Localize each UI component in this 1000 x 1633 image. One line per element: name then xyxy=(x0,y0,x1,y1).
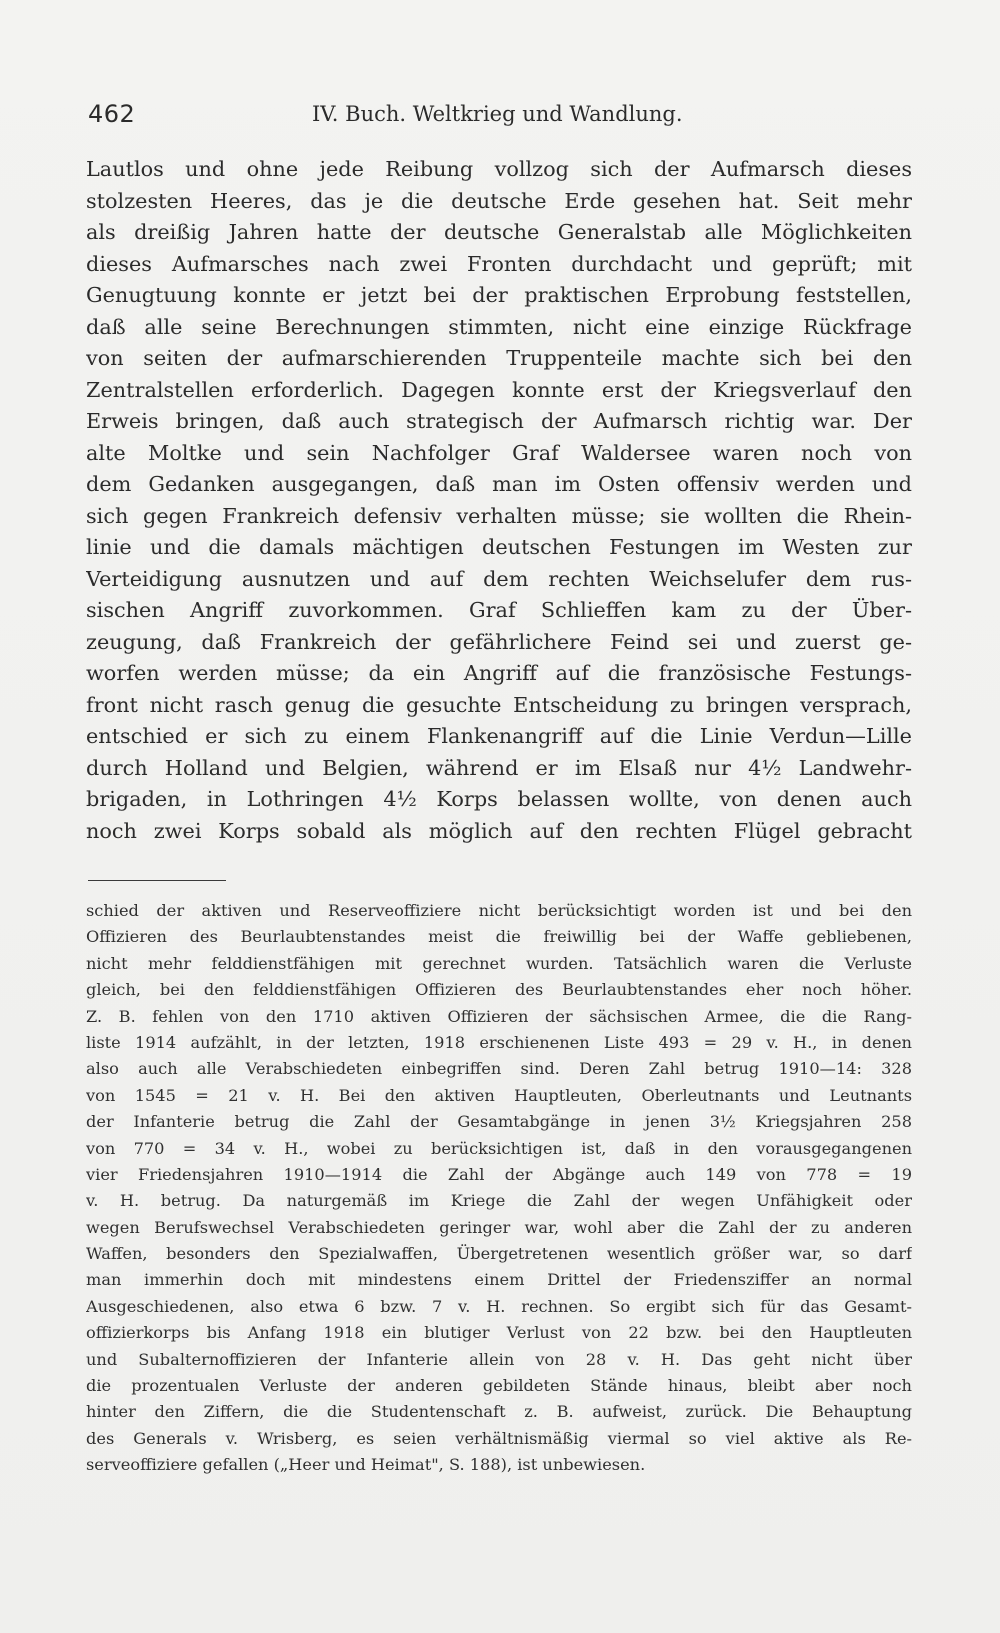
main-text-line: von seiten der aufmarschierenden Truppenteile machte sich bei den xyxy=(86,346,912,370)
footnote-line: hinter den Ziffern, die die Studentenschaft z. B. aufweist, zurück. Die Behauptung xyxy=(86,1402,912,1422)
footnote-line: Waffen, besonders den Spezialwaffen, Übergetretenen wesentlich größer war, so darf xyxy=(86,1244,912,1264)
main-text-line: Erweis bringen, daß auch strategisch der Aufmarsch richtig war. Der xyxy=(86,409,912,433)
main-text-line: als dreißig Jahren hatte der deutsche Generalstab alle Möglichkeiten xyxy=(86,220,912,244)
page-header xyxy=(88,100,908,140)
footnote-line: v. H. betrug. Da naturgemäß im Kriege die Zahl der wegen Unfähigkeit oder xyxy=(86,1191,912,1211)
footnote-line: serveoffiziere gefallen („Heer und Heimat", S. 188), ist unbewiesen. xyxy=(86,1455,646,1475)
footnote-line: die prozentualen Verluste der anderen gebildeten Stände hinaus, bleibt aber noch xyxy=(86,1376,912,1396)
main-text-line: worfen werden müsse; da ein Angriff auf die französische Festungs- xyxy=(86,661,912,685)
main-text-line: brigaden, in Lothringen 4½ Korps belassen wollte, von denen auch xyxy=(86,787,912,811)
footnote-block xyxy=(86,898,912,1498)
footnote-line: liste 1914 aufzählt, in der letzten, 1918 erschienenen Liste 493 = 29 v. H., in denen xyxy=(86,1032,912,1052)
main-text-line: sischen Angriff zuvorkommen. Graf Schlieffen kam zu der Über- xyxy=(86,598,912,622)
main-text-line: dieses Aufmarsches nach zwei Fronten durchdacht und geprüft; mit xyxy=(86,251,912,276)
main-text-line: front nicht rasch genug die gesuchte Entscheidung zu bringen versprach, xyxy=(86,692,912,717)
footnote-line: Z. B. fehlen von den 1710 aktiven Offizieren der sächsischen Armee, die die Rang- xyxy=(86,1006,912,1026)
main-text-line: entschied er sich zu einem Flankenangriff auf die Linie Verdun—Lille xyxy=(86,724,912,748)
footnote-line: nicht mehr felddienstfähigen mit gerechnet wurden. Tatsächlich waren die Verluste xyxy=(86,953,912,973)
running-head: IV. Buch. Weltkrieg und Wandlung. xyxy=(312,102,683,126)
main-text-line: Verteidigung ausnutzen und auf dem rechten Weichselufer dem rus- xyxy=(86,566,912,591)
main-text-line: alte Moltke und sein Nachfolger Graf Waldersee waren noch von xyxy=(86,440,912,465)
main-text-line: stolzesten Heeres, das je die deutsche Erde gesehen hat. Seit mehr xyxy=(86,188,912,213)
main-text-line: Genugtuung konnte er jetzt bei der praktischen Erprobung feststellen, xyxy=(86,283,912,307)
main-text-line: dem Gedanken ausgegangen, daß man im Osten offensiv werden und xyxy=(86,472,912,496)
main-text-line: zeugung, daß Frankreich der gefährlichere Feind sei und zuerst ge- xyxy=(86,629,912,654)
footnote-line: Ausgeschiedenen, also etwa 6 bzw. 7 v. H. rechnen. So ergibt sich für das Gesamt- xyxy=(86,1296,912,1316)
footnote-line: von 1545 = 21 v. H. Bei den aktiven Hauptleuten, Oberleutnants und Leutnants xyxy=(86,1085,912,1105)
footnote-line: man immerhin doch mit mindestens einem Drittel der Friedensziffer an normal xyxy=(86,1270,912,1290)
footnote-separator xyxy=(88,880,226,881)
footnote-line: gleich, bei den felddienstfähigen Offizieren des Beurlaubtenstandes eher noch höher. xyxy=(86,980,912,1000)
main-text-line: Zentralstellen erforderlich. Dagegen konnte erst der Kriegsverlauf den xyxy=(86,377,912,402)
footnote-line: Offizieren des Beurlaubtenstandes meist die freiwillig bei der Waffe gebliebenen, xyxy=(86,927,912,947)
main-text-line: noch zwei Korps sobald als möglich auf den rechten Flügel gebracht xyxy=(86,818,912,843)
footnote-line: also auch alle Verabschiedeten einbegriffen sind. Deren Zahl betrug 1910—14: 328 xyxy=(86,1059,912,1079)
main-text-line: sich gegen Frankreich defensiv verhalten müsse; sie wollten die Rhein- xyxy=(86,503,912,528)
main-text-line: linie und die damals mächtigen deutschen Festungen im Westen zur xyxy=(86,535,912,559)
footnote-line: von 770 = 34 v. H., wobei zu berücksichtigen ist, daß in den vorausgegangenen xyxy=(86,1138,912,1158)
main-text-line: durch Holland und Belgien, während er im Elsaß nur 4½ Landwehr- xyxy=(86,755,912,780)
page-number: 462 xyxy=(88,100,136,128)
footnote-line: vier Friedensjahren 1910—1914 die Zahl der Abgänge auch 149 von 778 = 19 xyxy=(86,1164,912,1184)
footnote-line: offizierkorps bis Anfang 1918 ein blutiger Verlust von 22 bzw. bei den Hauptleuten xyxy=(86,1323,912,1343)
footnote-line: des Generals v. Wrisberg, es seien verhältnismäßig viermal so viel aktive als Re- xyxy=(86,1428,912,1448)
footnote-line: der Infanterie betrug die Zahl der Gesamtabgänge in jenen 3½ Kriegsjahren 258 xyxy=(86,1112,912,1132)
footnote-line: und Subalternoffizieren der Infanterie allein von 28 v. H. Das geht nicht über xyxy=(86,1349,912,1369)
footnote-line: wegen Berufswechsel Verabschiedeten geringer war, wohl aber die Zahl der zu anderen xyxy=(86,1217,912,1237)
main-text-line: Lautlos und ohne jede Reibung vollzog sich der Aufmarsch dieses xyxy=(86,157,912,181)
main-text-block xyxy=(86,154,912,866)
main-text-line: daß alle seine Berechnungen stimmten, nicht eine einzige Rückfrage xyxy=(86,314,912,339)
footnote-line: schied der aktiven und Reserveoffiziere nicht berücksichtigt worden ist und bei den xyxy=(86,901,912,920)
